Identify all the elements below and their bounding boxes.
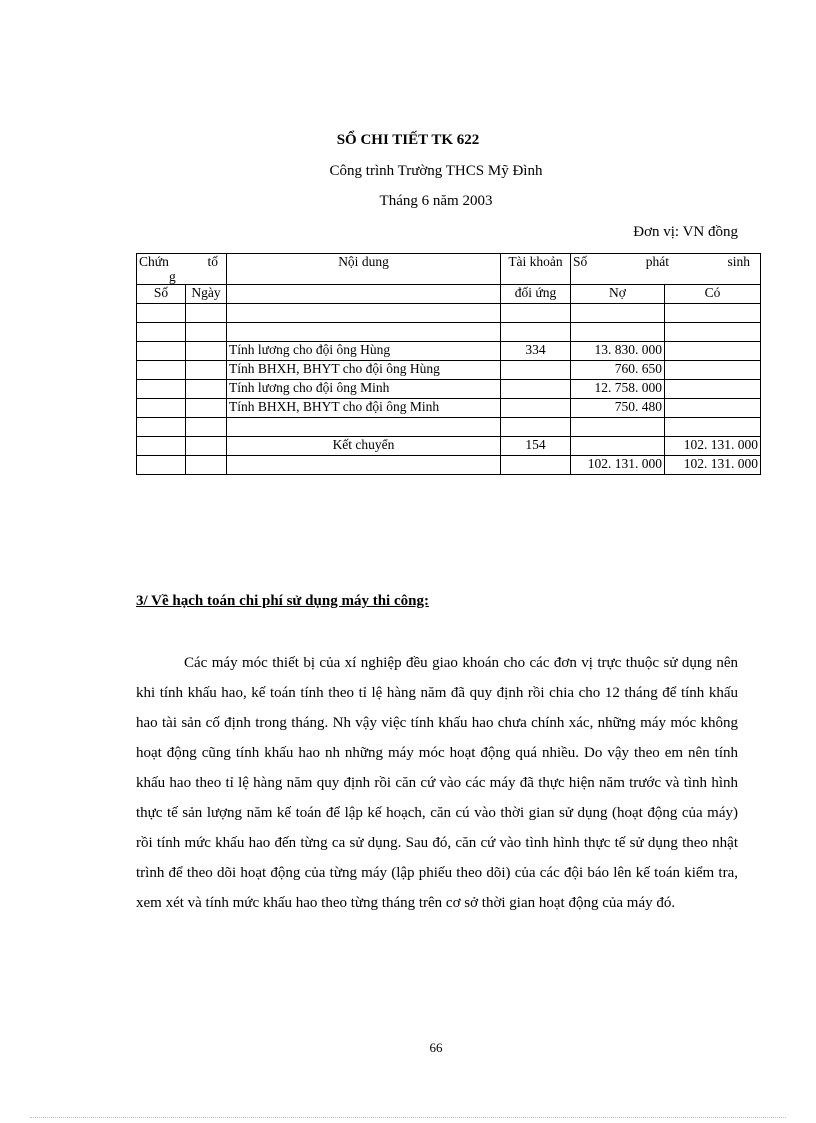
transfer-row (137, 437, 761, 456)
row-debit: 750. 480 (571, 399, 665, 418)
table-row-empty (137, 418, 761, 437)
transfer-account: 154 (501, 437, 571, 456)
total-credit: 102. 131. 000 (665, 456, 761, 475)
voucher-header: Chứn tố g (137, 254, 227, 285)
page-bottom-divider (30, 1117, 786, 1118)
credit-header: Có (665, 285, 761, 304)
row-debit: 12. 758. 000 (571, 380, 665, 399)
period: Tháng 6 năm 2003 (379, 193, 493, 209)
ledger-title: SỔ CHI TIẾT TK 622 (336, 132, 480, 148)
body-paragraph: Các máy móc thiết bị của xí nghiệp đều giao khoán cho các đơn vị trực thuộc sử dụng nên khi tính khấu hao, kế toán tính theo tỉ lệ hàng năm đã quy định rồi chia cho 12 tháng để tính khấu hao tài sản cố định trong tháng. Nh vậy việc tính khấu hao chưa chính xác, những máy móc không hoạt động cũng tính khấu hao nh những máy móc hoạt động quá nhiều. Do vậy theo em nên tính khấu hao theo tỉ lệ hàng năm quy định rồi căn cứ vào các máy đã thực hiện năm trước và tình hình thực tế sản lượng năm kế toán để lập kế hoạch, căn cú vào thời gian sử dụng (hoạt động của máy) rồi tính mức khấu hao đến từng ca sử dụng. Sau đó, căn cứ vào tình hình thực tế sử dụng theo nhật trình để theo dõi hoạt động của từng máy (lập phiếu theo dõi) của các đội báo lên kế toán kiểm tra, xem xét và tính mức khấu hao theo từng tháng trên cơ sở thời gian hoạt động của máy đó. (136, 655, 738, 911)
total-debit: 102. 131. 000 (571, 456, 665, 475)
row-credit (665, 342, 761, 361)
voucher-no-header: Số (137, 285, 186, 304)
voucher-date-header: Ngày (186, 285, 227, 304)
row-credit (665, 399, 761, 418)
row-content: Tính BHXH, BHYT cho đội ông Minh (227, 399, 501, 418)
content-header: Nội dung (227, 254, 501, 285)
row-account (501, 361, 571, 380)
table-row-empty (137, 323, 761, 342)
table-row (137, 380, 761, 399)
currency-unit: Đơn vị: VN đồng (633, 224, 738, 240)
page-number: 66 (429, 1040, 443, 1055)
header-row-2 (137, 285, 761, 304)
debit-header: Nợ (571, 285, 665, 304)
section-heading: 3/ Về hạch toán chi phí sử dụng máy thi công: (136, 593, 429, 609)
transfer-credit: 102. 131. 000 (665, 437, 761, 456)
row-content: Tính BHXH, BHYT cho đội ông Hùng (227, 361, 501, 380)
row-content: Tính lương cho đội ông Hùng (227, 342, 501, 361)
transfer-label: Kết chuyển (227, 437, 501, 456)
table-row (137, 342, 761, 361)
row-debit: 13. 830. 000 (571, 342, 665, 361)
row-debit: 760. 650 (571, 361, 665, 380)
amount-header: Số phát sinh (571, 254, 761, 285)
row-credit (665, 361, 761, 380)
table-row-empty (137, 304, 761, 323)
project-name: Công trình Trường THCS Mỹ Đình (329, 163, 543, 179)
row-content: Tính lương cho đội ông Minh (227, 380, 501, 399)
table-row (137, 399, 761, 418)
account-header: Tài khoản (501, 254, 571, 285)
ledger-table (136, 253, 761, 475)
account-subheader: đối ứng (501, 285, 571, 304)
row-credit (665, 380, 761, 399)
row-account: 334 (501, 342, 571, 361)
table-row (137, 361, 761, 380)
row-account (501, 399, 571, 418)
header-row-1 (137, 254, 761, 285)
row-account (501, 380, 571, 399)
total-row (137, 456, 761, 475)
